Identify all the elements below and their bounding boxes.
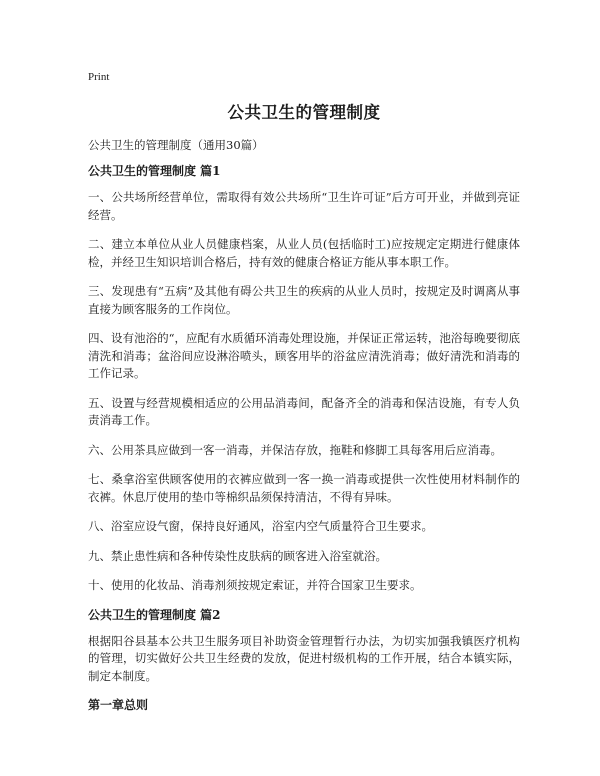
- document-page: [88, 70, 520, 723]
- paragraph: 七、桑拿浴室供顾客使用的衣裤应做到一客一换一消毒或提供一次性使用材料制作的衣裤。休息厅使用的垫巾等棉织品须保持清洁，不得有异味。: [88, 472, 520, 504]
- section-1-paragraphs: [88, 189, 520, 595]
- paragraph: 三、发现患有“五病”及其他有碍公共卫生的疾病的从业人员时，按规定及时调离从事直接为顾客服务的工作岗位。: [88, 284, 520, 316]
- paragraph: 六、公用茶具应做到一客一消毒，并保洁存放，拖鞋和修脚工具每客用后应消毒。: [88, 442, 502, 457]
- chapter-heading-1: 第一章总则: [88, 698, 149, 712]
- page-title: 公共卫生的管理制度: [227, 103, 381, 122]
- paragraph: 九、禁止患性病和各种传染性皮肤病的顾客进入浴室就浴。: [88, 548, 387, 563]
- section-heading-1: 公共卫生的管理制度 篇1: [88, 164, 221, 178]
- print-link[interactable]: Print: [88, 71, 110, 83]
- paragraph: 根据阳谷县基本公共卫生服务项目补助资金管理暂行办法，为切实加强我镇医疗机构的管理，切实做好公共卫生经费的发放，促进村级机构的工作开展，结合本镇实际，制定本制度。: [88, 633, 520, 683]
- paragraph: 十、使用的化妆品、消毒剂须按规定索证，并符合国家卫生要求。: [88, 578, 422, 592]
- paragraph: 八、浴室应设气窗，保持良好通风，浴室内空气质量符合卫生要求。: [88, 519, 433, 533]
- paragraph: 二、建立本单位从业人员健康档案，从业人员(包括临时工)应按规定定期进行健康体检，并经卫生知识培训合格后，持有效的健康合格证方能从事本职工作。: [88, 237, 520, 269]
- document-subtitle: 公共卫生的管理制度（通用30篇）: [88, 138, 264, 152]
- section-heading-2: 公共卫生的管理制度 篇2: [88, 607, 221, 622]
- section-2-paragraphs: [88, 633, 520, 686]
- paragraph: 一、公共场所经营单位，需取得有效公共场所“卫生许可证”后方可开业，并做到亮证经营。: [88, 190, 520, 222]
- paragraph: 四、设有池浴的“，应配有水质循环消毒处理设施，并保证正常运转，池浴每晚要彻底清洗和消毒；盆浴间应设淋浴喷头，顾客用毕的浴盆应清洗消毒；做好清洗和消毒的工作记录。: [88, 331, 520, 380]
- paragraph: 五、设置与经营规模相适应的公用品消毒间，配备齐全的消毒和保洁设施，有专人负责消毒工作。: [88, 395, 520, 427]
